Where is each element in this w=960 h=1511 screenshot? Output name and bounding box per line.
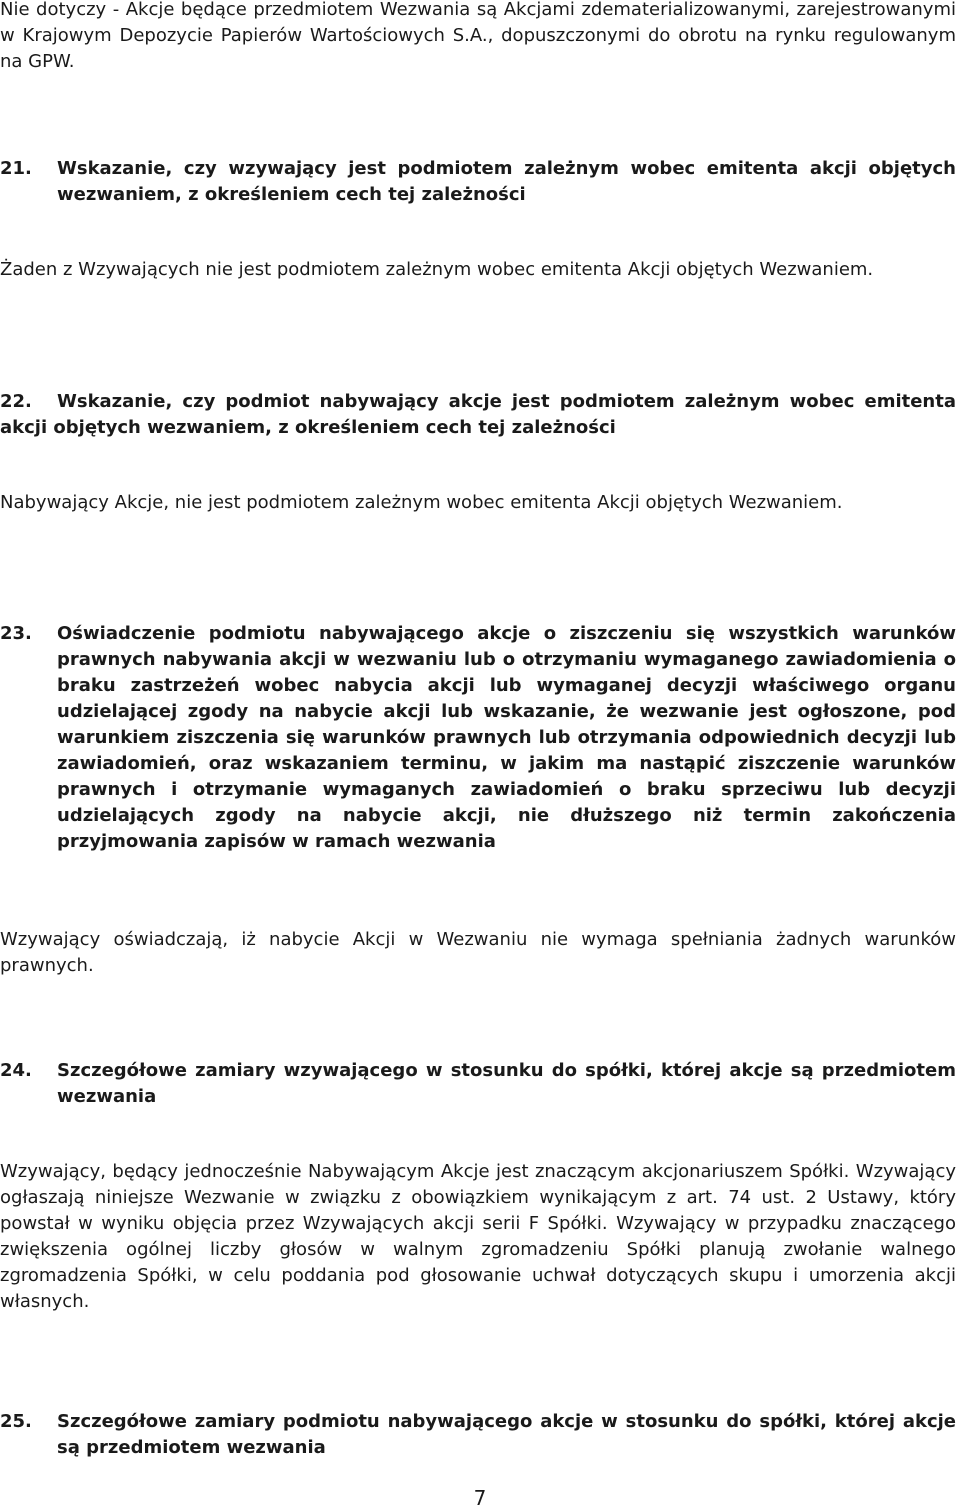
section-21-heading [0, 156, 956, 208]
section-title: Wskazanie, czy podmiot nabywający akcje jest podmiotem zależnym wobec emitenta akcji objętych wezwaniem, z określeniem cech tej zależności [0, 391, 956, 438]
section-22-body: Nabywający Akcje, nie jest podmiotem zależnym wobec emitenta Akcji objętych Wezwaniem. [0, 492, 843, 513]
section-number: 21. [0, 158, 32, 179]
section-23-body: Wzywający oświadczają, iż nabycie Akcji w Wezwaniu nie wymaga spełniania żadnych warunków prawnych. [0, 929, 956, 976]
section-21-body: Żaden z Wzywających nie jest podmiotem zależnym wobec emitenta Akcji objętych Wezwaniem. [0, 259, 874, 280]
page-number: 7 [473, 1486, 487, 1510]
section-title: Oświadczenie podmiotu nabywającego akcje o ziszczeniu się wszystkich warunków prawnych nabywania akcji w wezwaniu lub o otrzymaniu wymaganego zawiadomienia o braku zastrzeżeń wobec nabycia akcji lub wymaganej decyzji właściwego organu udzielającej zgody na nabycie akcji lub wskazanie, że wezwanie jest ogłoszone, pod warunkiem ziszczenia się warunków prawnych lub otrzymania odpowiednich decyzji lub zawiadomień, oraz wskazaniem terminu, w jakim ma nastąpić ziszczenie warunków prawnych i otrzymanie wymaganych zawiadomień o braku sprzeciwu lub decyzji udzielających zgody na nabycie akcji, nie dłuższego niż termin zakończenia przyjmowania zapisów w ramach wezwania [57, 623, 956, 852]
section-24-body: Wzywający, będący jednocześnie Nabywającym Akcje jest znaczącym akcjonariuszem Spółki. Wzywający ogłaszają niniejsze Wezwanie w związku z obowiązkiem wynikającym z art. 74 ust. 2 Ustawy, który powstał w wyniku objęcia przez Wzywających akcji serii F Spółki. Wzywający w przypadku znaczącego zwiększenia ogólnej liczby głosów w walnym zgromadzeniu Spółki planują zwołanie walnego zgromadzenia Spółki, w celu poddania pod głosowanie uchwał dotyczących skupu i umorzenia akcji własnych. [0, 1161, 956, 1312]
section-22-heading [0, 389, 956, 441]
section-title: Wskazanie, czy wzywający jest podmiotem zależnym wobec emitenta akcji objętych wezwaniem, z określeniem cech tej zależności [57, 158, 956, 205]
section-25-heading [0, 1409, 956, 1461]
section-23-heading [0, 621, 956, 855]
intro-paragraph: Nie dotyczy - Akcje będące przedmiotem Wezwania są Akcjami zdematerializowanymi, zarejestrowanymi w Krajowym Depozycie Papierów Wartościowych S.A., dopuszczonymi do obrotu na rynku regulowanym na GPW. [0, 0, 956, 72]
section-title: Szczegółowe zamiary podmiotu nabywającego akcje w stosunku do spółki, której akcje są przedmiotem wezwania [57, 1411, 956, 1458]
section-number: 22. [0, 391, 32, 412]
section-title: Szczegółowe zamiary wzywającego w stosunku do spółki, której akcje są przedmiotem wezwania [57, 1060, 956, 1107]
section-24-heading [0, 1058, 956, 1110]
section-number: 25. [0, 1411, 32, 1432]
section-number: 23. [0, 623, 32, 644]
section-number: 24. [0, 1060, 32, 1081]
